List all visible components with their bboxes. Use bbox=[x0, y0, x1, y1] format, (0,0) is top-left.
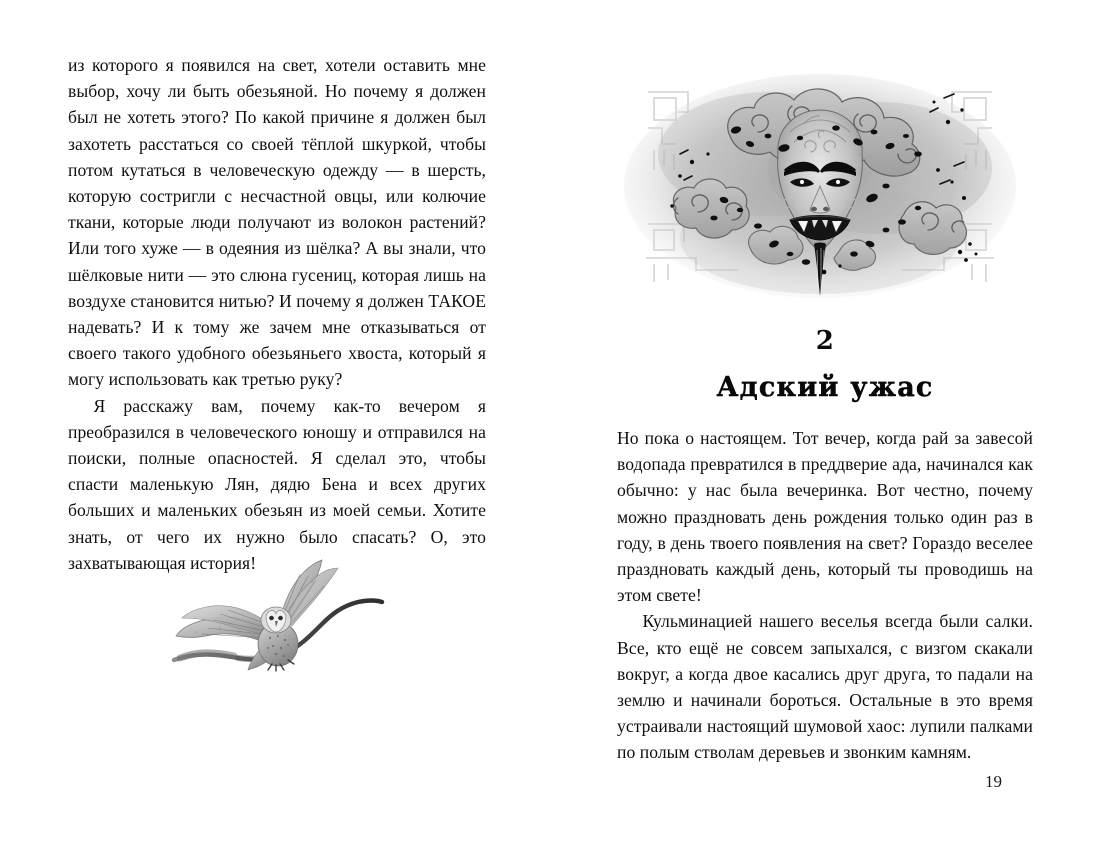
paragraph: Но пока о настоящем. Тот вечер, когда рай за завесой водопада превратился в преддверие ада, начинался как обычно: у нас была вечеринка. Вот честно, почему можно праздновать день рождения только один раз в году, в день твоего появления на свет? Гораздо веселее праздновать каждый день, который ты проводишь на этом свете! bbox=[617, 428, 1033, 606]
chapter-heading bbox=[617, 326, 1033, 404]
paragraph: из которого я появился на свет, хотели оставить мне выбор, хочу ли быть обезьяной. Но почему я должен был не хотеть этого? По какой причине я должен был захотеть расстаться со своей тёплой шкуркой, чтобы потом кутаться в человеческую одежду — в шерсть, которую состригли с несчастной овцы, или колючие ткани, которые люди получают из волокон растений? Или того хуже — в одеяния из шёлка? А вы знали, что шёлковые нити — это слюна гусениц, которая лишь на воздухе становится нитью? И почему я должен ТАКОЕ надевать? И к тому же зачем мне отказываться от своего такого удобного обезьяньего хвоста, который я могу использовать как третью руку? bbox=[68, 55, 486, 390]
paragraph: Кульминацией нашего веселья всегда были салки. Все, кто ещё не совсем запыхался, с визгом скакали вокруг, а когда двое касались друг друга, то падали на землю и начинали бороться. Остальные в это время устраивали настоящий шумовой хаос: лупили палками по полым стволам деревьев и звонким камням. bbox=[617, 611, 1033, 763]
right-page-text-column bbox=[617, 425, 1033, 766]
owl-on-branch-illustration bbox=[152, 548, 414, 700]
left-page-text-column bbox=[68, 52, 486, 576]
demon-face-in-clouds-illustration bbox=[618, 58, 1022, 310]
chapter-number: 2 bbox=[815, 326, 835, 356]
chapter-title: Адский ужас bbox=[716, 372, 934, 403]
page-number: 19 bbox=[985, 772, 1002, 791]
paragraph: Я расскажу вам, почему как-то вечером я преобразился в человеческого юношу и отправился на поиски, полные опасностей. Я сделал это, чтобы спасти маленькую Лян, дядю Бена и всех других больших и маленьких обезьян из моей семьи. Хотите знать, от чего их нужно было спасать? О, это захватывающая история! bbox=[68, 395, 486, 573]
